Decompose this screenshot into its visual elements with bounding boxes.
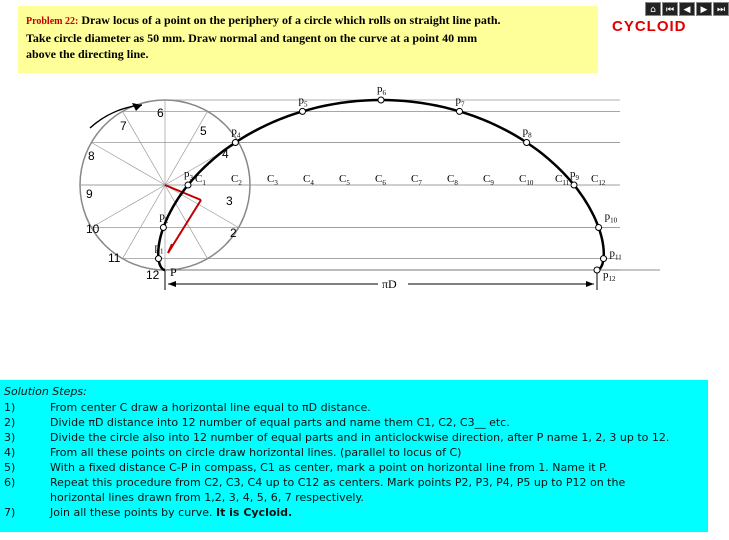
step-text bbox=[50, 505, 704, 520]
pi-d-label-main: πD bbox=[382, 277, 397, 291]
circle-number-5-main: 5 bbox=[200, 124, 207, 138]
start-point-label-main: P bbox=[170, 265, 177, 279]
circle-number-8 bbox=[88, 149, 95, 163]
center-label-c11-main: C bbox=[555, 173, 563, 185]
pi-d-label bbox=[382, 277, 397, 291]
center-label-c5-sub: 5 bbox=[346, 179, 350, 187]
solution-steps bbox=[0, 380, 708, 532]
cycloid-point-p12 bbox=[594, 267, 600, 273]
center-label-c8-main: C bbox=[447, 173, 455, 185]
step-text-content: From center C draw a horizontal line equal to πD distance. bbox=[50, 401, 371, 414]
arrow-head-right bbox=[586, 281, 594, 287]
step-text-content: From all these points on circle draw horizontal lines. (parallel to locus of C) bbox=[50, 446, 462, 459]
point-label-p7 bbox=[456, 94, 466, 108]
step-text-content: Divide πD distance into 12 number of equal parts and name them C1, C2, C3__ etc. bbox=[50, 416, 510, 429]
rolling-direction-arc bbox=[90, 105, 142, 128]
step-text bbox=[50, 445, 704, 460]
circle-number-10 bbox=[86, 222, 100, 236]
steps-heading: Solution Steps: bbox=[4, 385, 87, 398]
home-icon[interactable]: ⌂ bbox=[645, 2, 661, 16]
step-text bbox=[50, 460, 704, 475]
center-label-c12-main: C bbox=[591, 173, 599, 185]
step-text bbox=[50, 415, 704, 430]
step-text bbox=[50, 490, 704, 505]
center-label-c10-sub: 10 bbox=[526, 179, 534, 187]
point-label-p11-sub: 11 bbox=[615, 253, 622, 262]
circle-spoke bbox=[123, 111, 166, 185]
center-label-c9-main: C bbox=[483, 173, 491, 185]
circle-number-3-main: 3 bbox=[226, 194, 233, 208]
step-item bbox=[4, 505, 704, 520]
cycloid-point-p2 bbox=[160, 225, 166, 231]
circle-number-12 bbox=[146, 268, 160, 282]
cycloid-point-p3 bbox=[185, 182, 191, 188]
problem-label: Problem 22: bbox=[26, 16, 79, 27]
point-label-p4 bbox=[231, 126, 241, 140]
step-item bbox=[4, 460, 704, 475]
circle-number-11-main: 11 bbox=[108, 251, 121, 265]
circle-number-9-main: 9 bbox=[86, 187, 93, 201]
step-item bbox=[4, 490, 704, 505]
step-text bbox=[50, 430, 704, 445]
point-label-p9 bbox=[570, 168, 580, 182]
cycloid-point-p1 bbox=[156, 256, 162, 262]
circle-number-7 bbox=[120, 119, 127, 133]
step-text-content: With a fixed distance C-P in compass, C1 as center, mark a point on horizontal line from 1. Name it P. bbox=[50, 461, 608, 474]
first-slide-icon[interactable]: ⏮ bbox=[662, 2, 678, 16]
point-label-p8-sub: 8 bbox=[528, 131, 532, 140]
circle-number-4 bbox=[222, 147, 229, 161]
circle-number-6 bbox=[157, 106, 164, 120]
point-label-p4-main: p bbox=[231, 125, 237, 138]
circle-spoke bbox=[91, 185, 165, 228]
steps-list bbox=[4, 400, 704, 520]
point-label-p1-sub: 1 bbox=[160, 247, 164, 256]
center-label-c3-sub: 3 bbox=[274, 179, 278, 187]
cycloid-point-p7 bbox=[457, 108, 463, 114]
center-label-c4 bbox=[303, 173, 314, 187]
step-number: 2) bbox=[4, 416, 16, 429]
center-label-c1 bbox=[195, 173, 206, 187]
start-point-label bbox=[170, 265, 177, 279]
center-label-c3-main: C bbox=[267, 173, 275, 185]
step-item bbox=[4, 415, 704, 430]
circle-number-2-main: 2 bbox=[230, 226, 237, 240]
point-label-p7-sub: 7 bbox=[461, 100, 465, 109]
step-text-content: Repeat this procedure from C2, C3, C4 up to C12 as centers. Mark points P2, P3, P4, P5 up to P12 on the bbox=[50, 476, 626, 489]
center-label-c8 bbox=[447, 173, 458, 187]
circle-number-5 bbox=[200, 124, 207, 138]
point-label-p7-main: p bbox=[455, 94, 461, 107]
step-number: 1) bbox=[4, 401, 16, 414]
circle-number-2 bbox=[230, 226, 237, 240]
circle-number-8-main: 8 bbox=[88, 149, 95, 163]
point-label-p5-sub: 5 bbox=[304, 100, 308, 109]
center-label-c10 bbox=[519, 173, 534, 187]
center-label-c3 bbox=[267, 173, 278, 187]
point-label-p4-sub: 4 bbox=[236, 131, 241, 140]
circle-spoke bbox=[91, 143, 165, 186]
step-number: 6) bbox=[4, 476, 16, 489]
conclusion: It is Cycloid. bbox=[215, 506, 293, 519]
center-label-c11-sub: 11 bbox=[562, 179, 570, 187]
center-label-c7 bbox=[411, 173, 422, 187]
point-label-p2 bbox=[159, 211, 169, 225]
center-label-c1-main: C bbox=[195, 173, 203, 185]
point-label-p3 bbox=[184, 168, 194, 182]
circle-number-11 bbox=[108, 251, 121, 265]
step-text-content: Join all these points by curve. bbox=[50, 506, 213, 519]
center-label-c9 bbox=[483, 173, 494, 187]
point-label-p9-main: p bbox=[570, 168, 576, 180]
step-number: 7) bbox=[4, 506, 16, 519]
point-label-p2-sub: 2 bbox=[164, 216, 169, 225]
center-label-c4-main: C bbox=[303, 173, 311, 185]
step-item bbox=[4, 400, 704, 415]
point-label-p12 bbox=[603, 269, 616, 283]
center-label-c11 bbox=[555, 173, 570, 187]
center-label-c10-main: C bbox=[519, 173, 527, 185]
point-label-p12-main: p bbox=[603, 269, 609, 281]
point-label-p1-main: p bbox=[154, 241, 160, 254]
point-label-p5 bbox=[299, 94, 309, 108]
point-label-p2-main: p bbox=[159, 210, 165, 223]
point-label-p8 bbox=[523, 126, 533, 140]
step-number: 4) bbox=[4, 446, 16, 459]
center-label-c7-main: C bbox=[411, 173, 419, 185]
step-text bbox=[50, 400, 704, 415]
step-item bbox=[4, 430, 704, 445]
cycloid-point-p4 bbox=[232, 140, 238, 146]
cycloid-point-p9 bbox=[571, 182, 577, 188]
circle-number-12-main: 12 bbox=[146, 268, 160, 282]
step-text bbox=[50, 475, 704, 490]
circle-number-7-main: 7 bbox=[120, 119, 127, 133]
point-label-p6-main: p bbox=[377, 83, 383, 95]
horizontal-lines bbox=[80, 100, 660, 290]
center-label-c8-sub: 8 bbox=[454, 179, 458, 187]
point-label-p6-sub: 6 bbox=[382, 89, 386, 97]
circle-number-6-main: 6 bbox=[157, 106, 164, 120]
center-label-c6 bbox=[375, 173, 386, 187]
center-label-c4-sub: 4 bbox=[310, 179, 314, 187]
cycloid-point-p10 bbox=[596, 225, 602, 231]
center-label-c7-sub: 7 bbox=[418, 179, 422, 187]
point-label-p10-main: p bbox=[604, 210, 611, 223]
previous-slide-icon[interactable]: ◀ bbox=[679, 2, 695, 16]
rolling-circle bbox=[80, 100, 250, 270]
step-number: 3) bbox=[4, 431, 16, 444]
point-label-p1 bbox=[155, 242, 165, 256]
diagram-title: CYCLOID bbox=[612, 18, 687, 35]
circle-number-9 bbox=[86, 187, 93, 201]
center-label-c2-main: C bbox=[231, 173, 239, 185]
center-label-c2-sub: 2 bbox=[238, 179, 242, 187]
center-label-c9-sub: 9 bbox=[490, 179, 494, 187]
circle-number-3 bbox=[226, 194, 233, 208]
circle-number-10-main: 10 bbox=[86, 222, 100, 236]
circle-number-4-main: 4 bbox=[222, 147, 229, 161]
cycloid-point-p11 bbox=[601, 256, 607, 262]
last-slide-icon[interactable]: ⏭ bbox=[713, 2, 729, 16]
next-slide-icon[interactable]: ▶ bbox=[696, 2, 712, 16]
point-label-p10 bbox=[605, 211, 618, 225]
center-label-c6-main: C bbox=[375, 173, 383, 185]
problem-line-2: Take circle diameter as 50 mm. Draw normal and tangent on the curve at a point 40 mm bbox=[26, 31, 478, 45]
center-label-c1-sub: 1 bbox=[202, 179, 206, 187]
step-text-content: horizontal lines drawn from 1,2, 3, 4, 5, 6, 7 respectively. bbox=[50, 491, 364, 504]
point-label-p5-main: p bbox=[298, 94, 304, 107]
step-number bbox=[4, 490, 50, 505]
center-label-c6-sub: 6 bbox=[382, 179, 386, 187]
point-label-p12-sub: 12 bbox=[608, 275, 616, 283]
point-label-p8-main: p bbox=[522, 125, 529, 138]
cycloid-point-p5 bbox=[300, 108, 306, 114]
center-label-c5-main: C bbox=[339, 173, 347, 185]
center-label-c5 bbox=[339, 173, 350, 187]
point-label-p11 bbox=[610, 248, 623, 262]
point-label-p9-sub: 9 bbox=[575, 174, 579, 182]
problem-line-3: above the directing line. bbox=[26, 47, 149, 61]
center-label-c2 bbox=[231, 173, 242, 187]
center-label-c12 bbox=[591, 173, 606, 187]
point-label-p3-sub: 3 bbox=[189, 174, 193, 182]
step-text-content: Divide the circle also into 12 number of equal parts and in anticlockwise direction, after P name 1, 2, 3 up to 12. bbox=[50, 431, 670, 444]
cycloid-point-p8 bbox=[524, 140, 530, 146]
step-item bbox=[4, 445, 704, 460]
arrow-head-left bbox=[168, 281, 176, 287]
point-label-p3-main: p bbox=[184, 168, 190, 180]
step-number: 5) bbox=[4, 461, 16, 474]
cycloid-point-p6 bbox=[378, 97, 384, 103]
point-label-p11-main: p bbox=[609, 247, 615, 260]
center-label-c12-sub: 12 bbox=[598, 179, 606, 187]
point-label-p6 bbox=[377, 83, 387, 97]
problem-line-1: Draw locus of a point on the periphery of a circle which rolls on straight line path. bbox=[81, 13, 501, 27]
point-label-p10-sub: 10 bbox=[610, 216, 618, 225]
step-item bbox=[4, 475, 704, 490]
